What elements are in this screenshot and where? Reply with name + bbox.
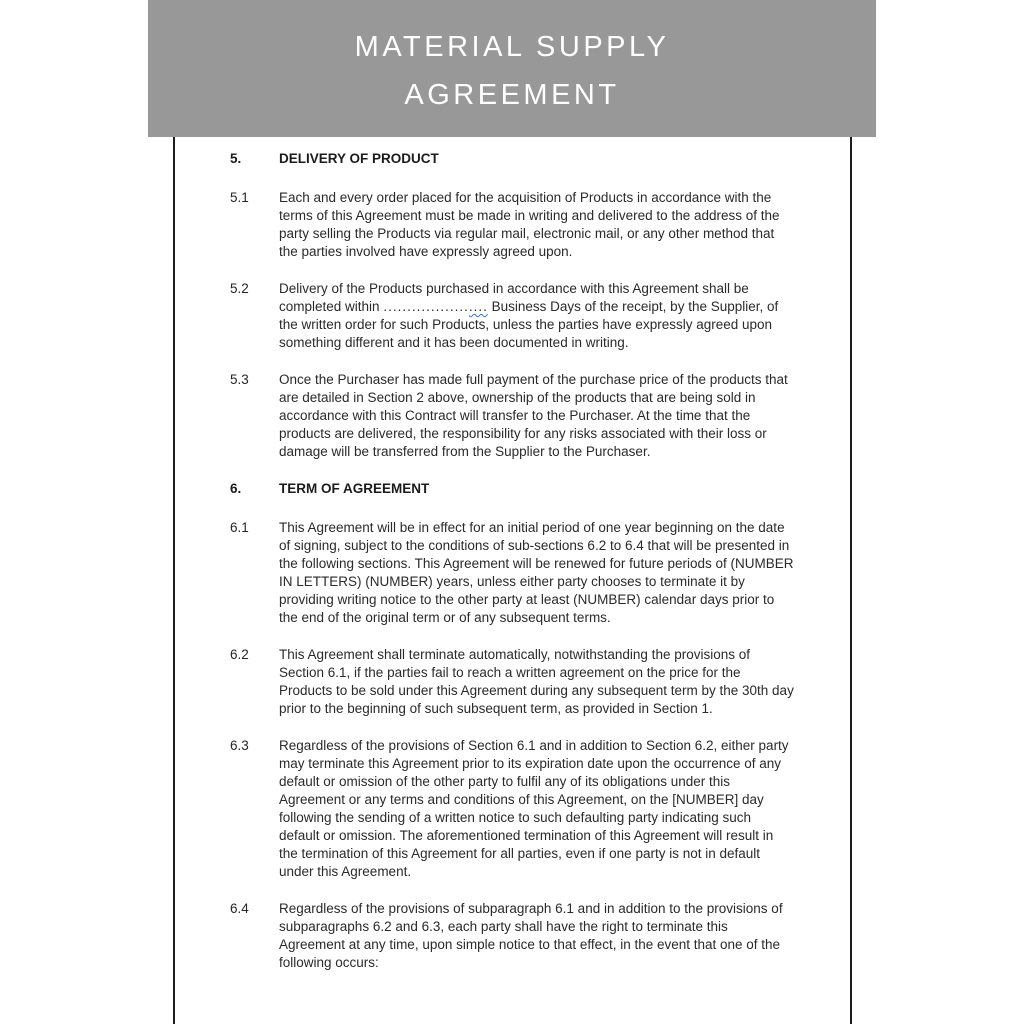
section-heading-5 [230,150,850,168]
clause-number: 5.1 [230,190,249,205]
fill-in-blank-dots: .................. [383,299,469,314]
clause-number: 6.1 [230,520,249,535]
clause-text: This Agreement will be in effect for an initial period of one year beginning on the date of signing, subject to the conditions of sub-sections 6.2 to 6.4 that will be presented in the following sections. This Agreement will be renewed for future periods of (NUMBER IN LETTERS) (NUMBER) years, unless either party chooses to terminate it by providing writing notice to the other party at least (NUMBER) calendar days prior to the end of the original term or of any subsequent terms. [279,520,794,625]
section-heading-6 [230,480,850,498]
clause-text: Regardless of the provisions of Section 6.1 and in addition to Section 6.2, either party may terminate this Agreement prior to its expiration date upon the occurrence of any default or omission of the other party to fulfil any of its obligations under this Agreement or any terms and conditions of this Agreement, on the [NUMBER] day following the sending of a written notice to such defaulting party indicating such default or omission. The aforementioned termination of this Agreement will result in the termination of this Agreement for all parties, even if one party is not in default under this Agreement. [279,738,789,879]
clause-5-1 [230,189,850,261]
clause-6-4 [230,900,850,972]
clause-text-after-blank: Business Days of the receipt, by the Supplier, of the written order for such Products, unless the parties have expressly agreed upon something different and it has been documented in writing. [279,299,779,350]
clause-text: This Agreement shall terminate automatically, notwithstanding the provisions of Section 6.1, if the parties fail to reach a written agreement on the price for the Products to be sold under this Agreement during any subsequent term by the 30th day prior to the beginning of such subsequent term, as provided in Section 1. [279,647,794,716]
section-number: 5. [230,151,242,166]
clause-text: Regardless of the provisions of subparagraph 6.1 and in addition to the provisions of subparagraphs 6.2 and 6.3, each party shall have the right to terminate this Agreement at any time, upon simple notice to that effect, in the event that one of the following occurs: [279,901,783,970]
document-page [173,137,852,1024]
clause-number: 5.2 [230,281,249,296]
document-title-line-1: MATERIAL SUPPLY [354,30,670,63]
clause-number: 6.3 [230,738,249,753]
section-title: DELIVERY OF PRODUCT [279,151,439,166]
clause-6-2 [230,646,850,718]
clause-text-before-blank: Delivery of the Products purchased in accordance with this Agreement shall be completed within [279,281,749,314]
clause-5-3 [230,371,850,461]
clause-text: Once the Purchaser has made full payment of the purchase price of the products that are detailed in Section 2 above, ownership of the products that are being sold in accordance with this Contract will transfer to the Purchaser. At the time that the products are delivered, the responsibility for any risks associated with their loss or damage will be transferred from the Supplier to the Purchaser. [279,372,788,459]
clause-number: 5.3 [230,372,249,387]
clause-6-1 [230,519,850,627]
clause-number: 6.4 [230,901,249,916]
clause-number: 6.2 [230,647,249,662]
document-title-line-2: AGREEMENT [404,78,620,111]
clause-text: Each and every order placed for the acquisition of Products in accordance with the terms of this Agreement must be made in writing and delivered to the address of the party selling the Products via regular mail, electronic mail, or any other method that the parties involved have expressly agreed upon. [279,190,780,259]
document-header-banner [148,0,876,137]
section-number: 6. [230,481,242,496]
clause-text [279,280,795,352]
clause-5-2 [230,280,850,352]
section-title: TERM OF AGREEMENT [279,481,430,496]
clause-6-3 [230,737,850,881]
fill-in-blank-squiggle: .... [468,299,488,314]
